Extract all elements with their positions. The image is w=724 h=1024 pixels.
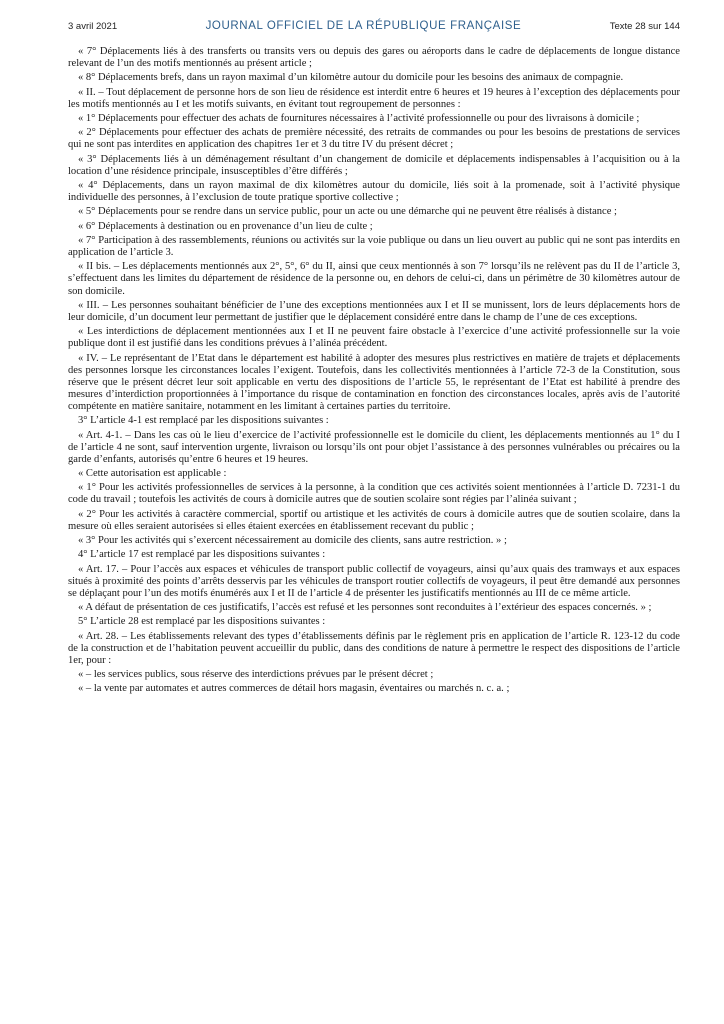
document-body [68, 46, 680, 695]
paragraph: « Art. 28. – Les établissements relevant des types d’établissements définis par le règlement pris en application de l’article R. 123-12 du code de la construction et de l’habitation peuvent accueillir du public, dans des conditions de nature à permettre le respect des dispositions de l’article 1er, pour : [68, 630, 680, 666]
paragraph: « 3° Déplacements liés à un déménagement résultant d’un changement de domicile et déplacements indispensables à l’acquisition ou à la location d’une résidence principale, insusceptibles d’être différés ; [68, 153, 680, 177]
paragraph: « 8° Déplacements brefs, dans un rayon maximal d’un kilomètre autour du domicile pour les besoins des animaux de compagnie. [78, 72, 624, 84]
paragraph: « II. – Tout déplacement de personne hors de son lieu de résidence est interdit entre 6 heures et 19 heures à l’exception des déplacements pour les motifs mentionnés au I et les motifs suivants, en évitant tout regroupement de personnes : [68, 86, 680, 110]
paragraph: « 2° Déplacements pour effectuer des achats de première nécessité, des retraits de commandes ou pour les besoins de prestations de services qui ne sont pas interdites en application des chapitres 1er et 3 du titre IV du présent décret ; [68, 127, 680, 151]
paragraph: « 4° Déplacements, dans un rayon maximal de dix kilomètres autour du domicile, liés soit à la promenade, soit à l’activité physique individuelle des personnes, à l’exclusion de toute pratique sportive collective ; [68, 180, 680, 204]
paragraph: « Les interdictions de déplacement mentionnées aux I et II ne peuvent faire obstacle à l’exercice d’une activité professionnelle sur la voie publique dont il est justifié dans les conditions prévues à l’alinéa précédent. [68, 326, 680, 350]
paragraph: « 1° Pour les activités professionnelles de services à la personne, à la condition que ces activités soient mentionnées à l’article D. 7231-1 du code du travail ; toutefois les activités de cours à domicile autres que de soutien scolaire sont régies par l’alinéa suivant ; [68, 482, 680, 506]
paragraph: 5° L’article 28 est remplacé par les dispositions suivantes : [78, 616, 326, 628]
paragraph: « III. – Les personnes souhaitant bénéficier de l’une des exceptions mentionnées aux I et II se munissent, lors de leurs déplacements hors de leur domicile, d’un document leur permettant de justifier que le déplacement considéré entre dans le champ de l’une de ces exceptions. [68, 299, 680, 323]
paragraph: « A défaut de présentation de ces justificatifs, l’accès est refusé et les personnes sont reconduites à l’extérieur des espaces concernés. » ; [78, 602, 652, 614]
paragraph: « 6° Déplacements à destination ou en provenance d’un lieu de culte ; [78, 220, 373, 232]
paragraph: « IV. – Le représentant de l’Etat dans le département est habilité à adopter des mesures plus restrictives en matière de trajets et déplacements des personnes lorsque les circonstances locales l’exigent. Toutefois, dans les collectivités mentionnées à l’article 72-3 de la Constitution, sous réserve que le présent décret leur soit applicable en vertu des dispositions de l’article 55, le représentant de l’Etat est habilité à prendre des mesures d’interdiction proportionnées à l’importance du risque de contamination en fonction des circonstances locales, après avis de l’autorité compétente en matière sanitaire, notamment en les limitant à certaines parties du territoire. [68, 352, 680, 412]
header-date: 3 avril 2021 [68, 21, 118, 32]
page-header [68, 20, 680, 32]
paragraph: « 7° Déplacements liés à des transferts ou transits vers ou depuis des gares ou aéroports dans le cadre de déplacements de longue distance relevant de l’un des motifs mentionnés au présent article ; [68, 46, 680, 70]
paragraph: « 2° Pour les activités à caractère commercial, sportif ou artistique et les activités de cours à domicile autres que de soutien scolaire, dans la mesure où elles seraient autorisées si elles étaient exercées en établissement recevant du public ; [68, 508, 680, 532]
paragraph: « 3° Pour les activités qui s’exercent nécessairement au domicile des clients, sans autre restriction. » ; [78, 535, 507, 547]
text-number: Texte 28 sur 144 [609, 21, 680, 32]
paragraph: « 7° Participation à des rassemblements, réunions ou activités sur la voie publique ou dans un lieu ouvert au public qui ne sont pas interdits en application de l’article 3. [68, 235, 680, 259]
journal-title: JOURNAL OFFICIEL DE LA RÉPUBLIQUE FRANÇAISE [205, 20, 522, 32]
paragraph: « – la vente par automates et autres commerces de détail hors magasin, éventaires ou marchés n. c. a. ; [78, 683, 510, 695]
paragraph: 3° L’article 4-1 est remplacé par les dispositions suivantes : [78, 415, 329, 427]
paragraph: « II bis. – Les déplacements mentionnés aux 2°, 5°, 6° du II, ainsi que ceux mentionnés à son 7° lorsqu’ils ne relèvent pas du II de l’article 3, s’effectuent dans les limites du département de résidence de la personne ou, en dehors de celui-ci, dans un périmètre de 30 kilomètres autour de son domicile. [68, 261, 680, 297]
paragraph: 4° L’article 17 est remplacé par les dispositions suivantes : [78, 549, 326, 561]
paragraph: « Art. 4-1. – Dans les cas où le lieu d’exercice de l’activité professionnelle est le domicile du client, les déplacements mentionnés au 1° du I de l’article 4 ne sont, sauf intervention urgente, livraison ou lorsqu’ils ont pour objet l’assistance à des personnes vulnérables ou précaires ou la garde d’enfants, autorisés qu’entre 6 heures et 19 heures. [68, 429, 680, 465]
paragraph: « Art. 17. – Pour l’accès aux espaces et véhicules de transport public collectif de voyageurs, ainsi qu’aux quais des tramways et aux espaces situés à proximité des points d’arrêts desservis par les véhicules de transport routier collectifs de voyageurs, il peut être demandé aux personnes se déplaçant pour l’un des motifs énumérés aux I et II de l’article 4 de présenter les justificatifs mentionnés au III de ce même article. [68, 563, 680, 599]
paragraph: « 1° Déplacements pour effectuer des achats de fournitures nécessaires à l’activité professionnelle ou pour des livraisons à domicile ; [78, 113, 640, 125]
paragraph: « Cette autorisation est applicable : [78, 468, 227, 479]
paragraph: « 5° Déplacements pour se rendre dans un service public, pour un acte ou une démarche qui ne peuvent être réalisés à distance ; [78, 206, 617, 218]
paragraph: « – les services publics, sous réserve des interdictions prévues par le présent décret ; [78, 669, 434, 681]
